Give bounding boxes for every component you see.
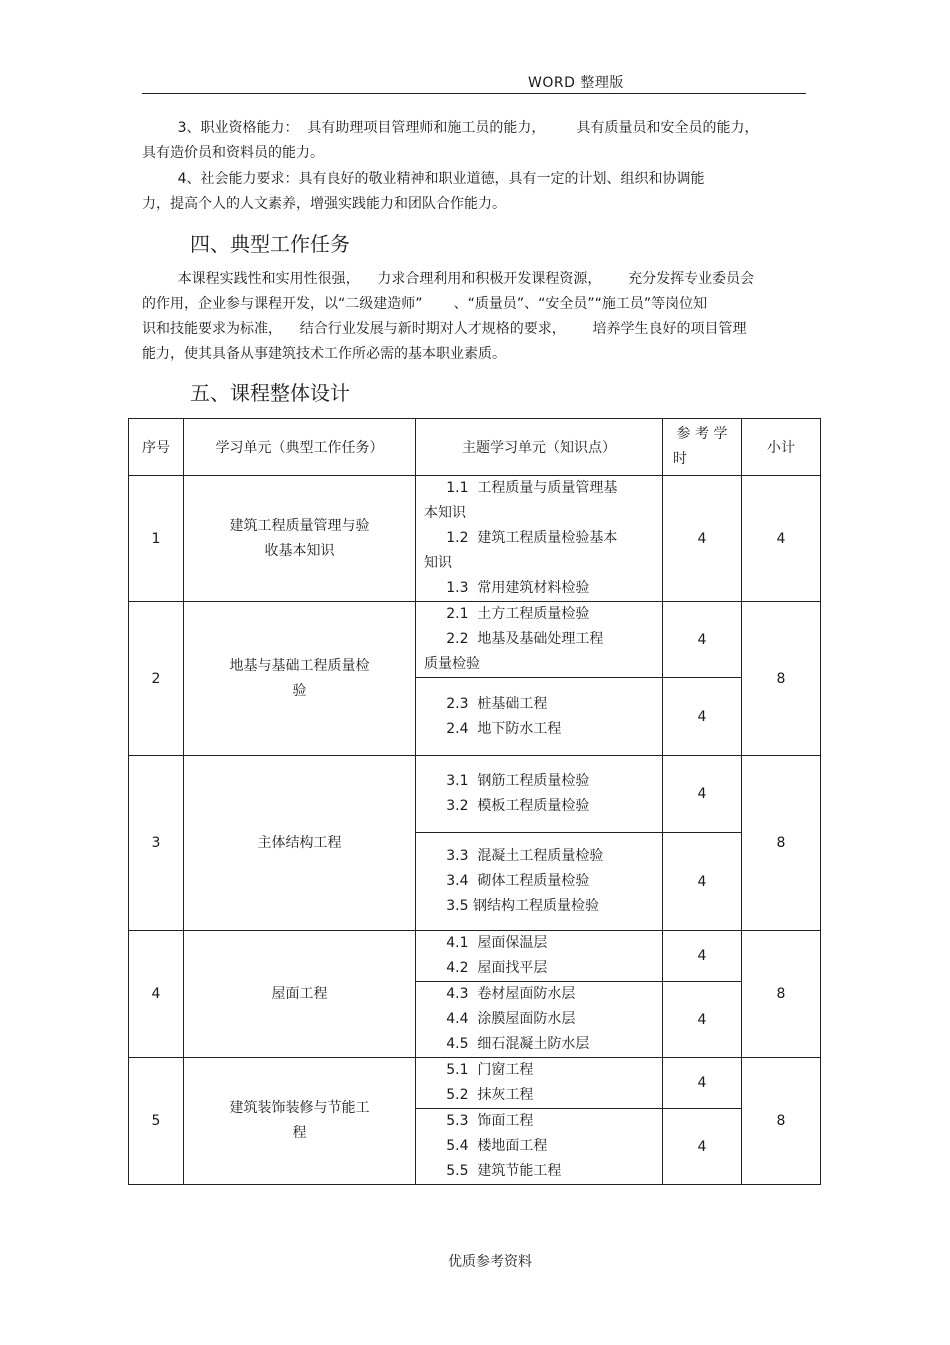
cell-subtotal: 4 [742,476,821,602]
topic-line: 本知识 [424,505,466,521]
unit-name [225,514,375,564]
cell-subtotal: 8 [742,756,821,931]
header-seq: 序号 [129,419,184,476]
unit-name [225,831,375,856]
unit-line: 建筑装饰装修与节能工 [229,1100,370,1116]
table-row [129,756,821,833]
unit-line: 收基本知识 [264,542,335,559]
paragraph-line: 力，提高个人的人文素养，增强实践能力和团队合作能力。 [142,196,506,212]
topic-line: 1.3 常用建筑材料检验 [424,580,590,596]
unit-name [225,982,375,1007]
cell-hours: 4 [663,1058,742,1109]
header-hours-line: 参 考 学 [676,426,728,442]
topic-line: 5.4 楼地面工程 [424,1138,548,1154]
cell-hours: 4 [663,833,742,931]
cell-seq: 2 [129,602,184,756]
topic-line: 2.4 地下防水工程 [424,720,562,737]
topic-line: 5.1 门窗工程 [424,1062,534,1078]
paragraph-social-ability [142,167,806,217]
cell-hours: 4 [663,678,742,756]
topic-line: 5.5 建筑节能工程 [424,1163,562,1179]
cell-seq: 1 [129,476,184,602]
cell-topics [416,678,663,756]
unit-line: 主体结构工程 [257,834,342,851]
table-row [129,931,821,982]
topic-line: 质量检验 [424,656,480,672]
cell-hours: 4 [663,1109,742,1185]
unit-name [225,1096,375,1146]
header-topic: 主题学习单元（知识点） [416,419,663,476]
topic-line: 2.1 土方工程质量检验 [424,606,590,622]
topic-line: 2.3 桩基础工程 [424,695,548,712]
paragraph-typical-tasks [142,267,806,367]
cell-hours: 4 [663,931,742,982]
topic-line: 1.2 建筑工程质量检验基本 [424,530,618,546]
unit-line: 屋面工程 [271,985,328,1002]
cell-subtotal: 8 [742,931,821,1058]
topic-line: 3.5 钢结构工程质量检验 [424,898,599,914]
cell-topics [416,982,663,1058]
paragraph-line: 的作用，企业参与课程开发，以“二级建造师” 、“质量员”、“安全员”“施工员”等岗位知 [142,296,708,312]
section-heading-4: 四、典型工作任务 [190,232,350,256]
cell-subtotal: 8 [742,1058,821,1185]
cell-hours: 4 [663,476,742,602]
table-row [129,476,821,602]
cell-topics [416,756,663,833]
topic-line: 5.3 饰面工程 [424,1113,534,1129]
topic-line: 3.3 混凝土工程质量检验 [424,848,604,864]
cell-unit [184,756,416,931]
paragraph-vocational-ability [142,116,806,166]
cell-topics [416,931,663,982]
paragraph-line: 识和技能要求为标准， 结合行业发展与新时期对人才规格的要求， 培养学生良好的项目管理 [142,321,747,337]
topic-line: 4.3 卷材屋面防水层 [424,986,576,1002]
cell-seq: 5 [129,1058,184,1185]
section-heading-5: 五、课程整体设计 [190,381,350,405]
unit-line: 建筑工程质量管理与验 [229,517,370,534]
cell-topics [416,602,663,678]
page-footer: 优质参考资料 [448,1254,532,1270]
topic-line: 1.1 工程质量与质量管理基 [424,480,618,496]
cell-subtotal: 8 [742,602,821,756]
unit-name [225,654,375,704]
cell-topics [416,1109,663,1185]
cell-unit [184,1058,416,1185]
topic-line: 4.4 涂膜屋面防水层 [424,1011,576,1027]
table-row [129,602,821,678]
table-header-row [129,419,821,476]
topic-line: 知识 [424,555,452,571]
cell-unit [184,476,416,602]
paragraph-line: 4、社会能力要求：具有良好的敬业精神和职业道德，具有一定的计划、组织和协调能 [142,171,705,187]
topic-line: 3.1 钢筋工程质量检验 [424,773,590,789]
header-unit: 学习单元（典型工作任务） [184,419,416,476]
cell-hours: 4 [663,756,742,833]
topic-line: 4.1 屋面保温层 [424,935,548,951]
cell-unit [184,602,416,756]
header-rule [142,93,806,94]
page-header: WORD 整理版 [528,75,624,91]
topic-line: 5.2 抹灰工程 [424,1087,534,1103]
header-subtotal: 小计 [742,419,821,476]
header-hours [663,419,742,476]
topic-line: 4.5 细石混凝土防水层 [424,1036,590,1052]
course-design-table [128,418,821,1185]
header-hours-line: 时 [673,451,687,467]
topic-line: 3.4 砌体工程质量检验 [424,873,590,889]
cell-topics [416,1058,663,1109]
cell-seq: 3 [129,756,184,931]
unit-line: 地基与基础工程质量检 [229,657,370,674]
paragraph-line: 具有造价员和资料员的能力。 [142,145,324,161]
topic-line: 2.2 地基及基础处理工程 [424,631,604,647]
paragraph-line: 3、职业资格能力： 具有助理项目管理师和施工员的能力， 具有质量员和安全员的能力， [142,120,759,136]
table-row [129,1058,821,1109]
topic-line: 3.2 模板工程质量检验 [424,798,590,814]
cell-hours: 4 [663,982,742,1058]
unit-line: 程 [292,1125,307,1141]
cell-hours: 4 [663,602,742,678]
cell-topics [416,833,663,931]
cell-seq: 4 [129,931,184,1058]
cell-unit [184,931,416,1058]
paragraph-line: 能力，使其具备从事建筑技术工作所必需的基本职业素质。 [142,346,506,362]
cell-topics [416,476,663,602]
topic-line: 4.2 屋面找平层 [424,960,548,976]
paragraph-line: 本课程实践性和实用性很强， 力求合理利用和积极开发课程资源， 充分发挥专业委员会 [142,271,755,287]
unit-line: 验 [292,682,307,699]
